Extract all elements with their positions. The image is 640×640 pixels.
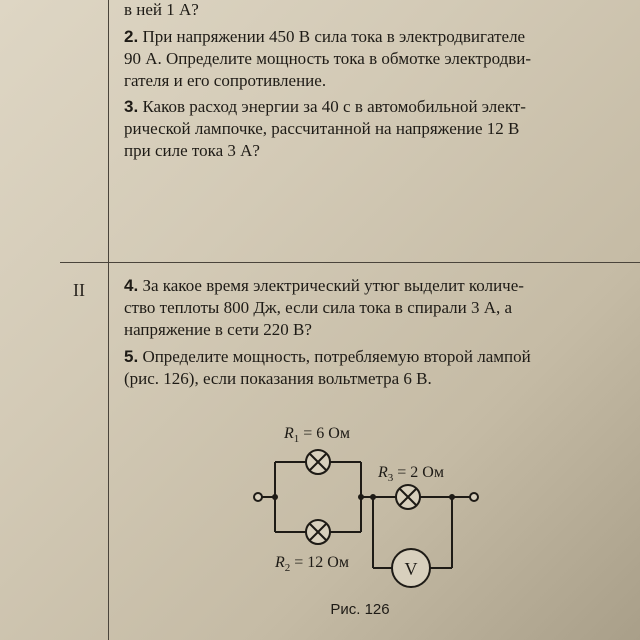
problem-text-line: Определите мощность, потребляемую второй лампой: [142, 347, 531, 366]
lamp-r2-icon: [306, 520, 330, 544]
problem-number: 2.: [124, 27, 139, 46]
problem-number: 4.: [124, 276, 139, 295]
label-r1: $R_1 = 6$ Ом: [284, 425, 350, 445]
lamp-r3-icon: [396, 485, 420, 509]
problem-text-line: рической лампочке, рассчитанной на напряжение 12 В: [124, 119, 520, 138]
problem-text-line: При напряжении 450 В сила тока в электродвигателе: [142, 27, 526, 46]
figure-caption: Рис. 126: [330, 601, 390, 618]
problem-text-line: при силе тока 3 А?: [124, 141, 260, 160]
junction-dot: [358, 494, 364, 500]
lamp-r1-icon: [306, 450, 330, 474]
problem-number: 3.: [124, 97, 139, 116]
problem-number: 5.: [124, 347, 139, 366]
problem-text-line: (рис. 126), если показания вольтметра 6 В.: [124, 369, 432, 388]
label-r2: $R_2 = 12$ Ом: [275, 554, 349, 574]
label-r3: $R_3 = 2$ Ом: [378, 464, 444, 484]
voltmeter-symbol: V: [404, 559, 418, 579]
junction-dot: [449, 494, 455, 500]
problem-text-line: Каков расход энергии за 40 с в автомобильной элект-: [142, 97, 526, 116]
previous-problem-tail: в ней 1 А?: [124, 0, 199, 19]
difficulty-level-marker: II: [73, 280, 85, 300]
problem-text-line: напряжение в сети 220 В?: [124, 320, 312, 339]
input-terminal: [254, 493, 262, 501]
problem-text-line: 90 А. Определите мощность тока в обмотке электродви-: [124, 49, 532, 68]
output-terminal: [470, 493, 478, 501]
junction-dot: [272, 494, 278, 500]
junction-dot: [370, 494, 376, 500]
problem-text-line: За какое время электрический утюг выделит количе-: [142, 276, 524, 295]
problem-text-line: ство теплоты 800 Дж, если сила тока в спирали 3 А, а: [124, 298, 513, 317]
problem-text-line: гателя и его сопротивление.: [124, 71, 327, 90]
